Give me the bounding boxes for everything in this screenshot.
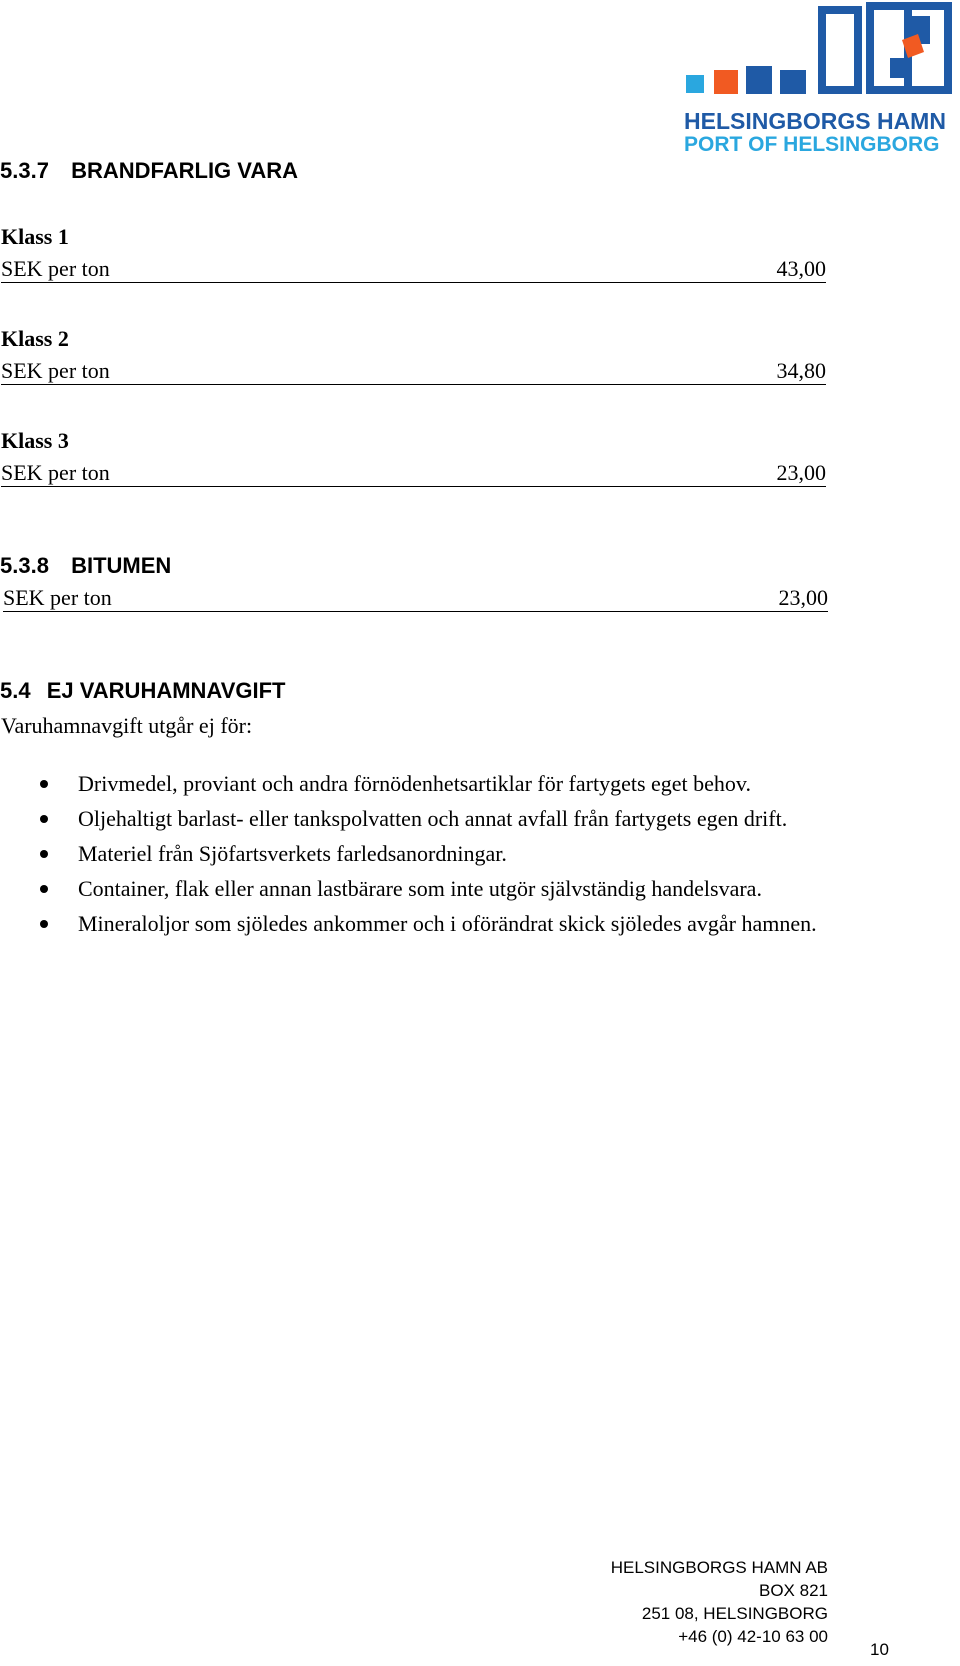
bitumen-unit: SEK per ton: [3, 585, 112, 610]
footer-city: 251 08, HELSINGBORG: [641, 1604, 828, 1623]
class-1-label: Klass 1: [1, 224, 69, 249]
list-item-text: Oljehaltigt barlast- eller tankspolvatten och annat avfall från fartygets egen drift.: [78, 806, 788, 831]
class-1-unit: SEK per ton: [1, 256, 110, 281]
section-54-intro: Varuhamnavgift utgår ej för:: [1, 713, 253, 738]
list-item-text: Container, flak eller annan lastbärare som inte utgör självständig handelsvara.: [78, 876, 762, 901]
section-537-number: 5.3.7: [0, 158, 49, 183]
bullet-icon: [40, 885, 48, 893]
class-1-rate-row: [1, 256, 826, 283]
list-item-text: Materiel från Sjöfartsverkets farledsanordningar.: [78, 841, 507, 866]
bullet-icon: [40, 920, 48, 928]
bullet-icon: [40, 815, 48, 823]
bullet-icon: [40, 850, 48, 858]
list-item: [40, 906, 830, 941]
section-537-title: BRANDFARLIG VARA: [71, 158, 298, 183]
bitumen-value: 23,00: [778, 585, 828, 610]
list-item: [40, 836, 830, 871]
section-54-heading: [0, 678, 285, 704]
class-2-label: Klass 2: [1, 326, 69, 351]
footer-box: BOX 821: [759, 1581, 828, 1600]
footer-company: HELSINGBORGS HAMN AB: [610, 1558, 828, 1577]
section-54-number: 5.4: [0, 678, 31, 703]
footer-address: [611, 1556, 828, 1648]
page-number: 10: [870, 1640, 889, 1659]
logo-name: HELSINGBORGS HAMN: [684, 108, 946, 134]
class-2-rate-row: [1, 358, 826, 385]
section-538-title: BITUMEN: [71, 553, 172, 578]
class-3-label: Klass 3: [1, 428, 69, 453]
list-item: [40, 871, 830, 906]
class-3-value: 23,00: [776, 460, 826, 485]
list-item-text: Mineraloljor som sjöledes ankommer och i oförändrat skick sjöledes avgår hamnen.: [78, 911, 817, 936]
class-2-unit: SEK per ton: [1, 358, 110, 383]
list-item: [40, 801, 830, 836]
class-2-value: 34,80: [776, 358, 826, 383]
class-3-rate-row: [1, 460, 826, 487]
exemption-list: [40, 766, 830, 941]
company-logo: [684, 0, 956, 162]
list-item-text: Drivmedel, proviant och andra förnödenhetsartiklar för fartygets eget behov.: [78, 771, 751, 796]
bullet-icon: [40, 780, 48, 788]
section-537-heading: [0, 158, 298, 184]
section-538-number: 5.3.8: [0, 553, 49, 578]
footer-phone: +46 (0) 42-10 63 00: [678, 1627, 828, 1646]
section-54-title: EJ VARUHAMNAVGIFT: [46, 678, 286, 703]
bitumen-rate-row: [3, 585, 828, 612]
class-1-value: 43,00: [776, 256, 826, 281]
list-item: [40, 766, 830, 801]
class-3-unit: SEK per ton: [1, 460, 110, 485]
logo-subtitle: PORT OF HELSINGBORG: [684, 133, 940, 156]
section-538-heading: [0, 553, 171, 579]
